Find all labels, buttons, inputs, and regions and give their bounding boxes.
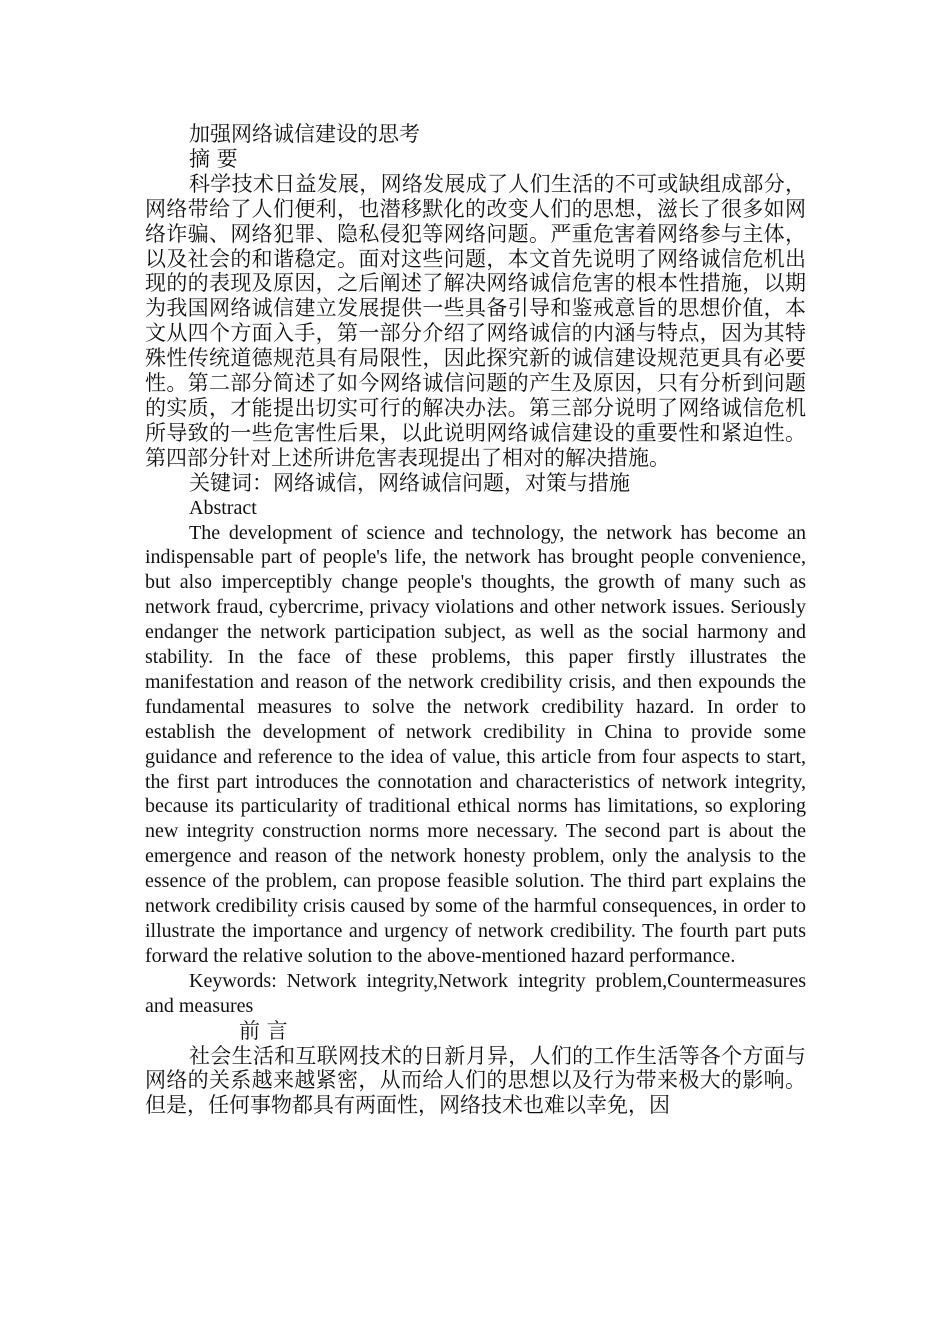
abstract-en-paragraph: The development of science and technology, the network has become an indispensable part of people's life, the network has brought people convenience, but also imperceptibly change people's thoughts, the growth of many such as network fraud, cybercrime, privacy violations and other network issues. Seriously endanger the network participation subject, as well as the social harmony and stability. In the face of these problems, this paper firstly illustrates the manifestation and reason of the network credibility crisis, and then expounds the fundamental measures to solve the network credibility hazard. In order to establish the development of network credibility in China to provide some guidance and reference to the idea of value, this article from four aspects to start, the first part introduces the connotation and characteristics of network integrity, because its particularity of traditional ethical norms has limitations, so exploring new integrity construction norms more necessary. The second part is about the emergence and reason of the network honesty problem, only the analysis to the essence of the problem, can propose feasible solution. The third part explains the network credibility crisis caused by some of the harmful consequences, in order to illustrate the importance and urgency of network credibility. The fourth part puts forward the relative solution to the above-mentioned hazard performance.	[145, 521, 806, 967]
preface-heading: 前 言	[239, 1018, 288, 1043]
abstract-cn-paragraph: 科学技术日益发展，网络发展成了人们生活的不可或缺组成部分，网络带给了人们便利，也潜移默化的改变人们的思想，滋长了很多如网络诈骗、网络犯罪、隐私侵犯等网络问题。严重危害着网络参与主体，以及社会的和谐稳定。面对这些问题，本文首先说明了网络诚信危机出现的的表现及原因，之后阐述了解决网络诚信危害的根本性措施，以期为我国网络诚信建立发展提供一些具备引导和鉴戒意旨的思想价值，本文从四个方面入手，第一部分介绍了网络诚信的内涵与特点，因为其特殊性传统道德规范具有局限性，因此探究新的诚信建设规范更具有必要性。第二部分简述了如今网络诚信问题的产生及原因，只有分析到问题的实质，才能提出切实可行的解决办法。第三部分说明了网络诚信危机所导致的一些危害性后果，以此说明网络诚信建设的重要性和紧迫性。第四部分针对上述所讲危害表现提出了相对的解决措施。	[145, 171, 806, 470]
keywords-cn: 关键词：网络诚信，网络诚信问题，对策与措施	[189, 470, 630, 495]
preface-paragraph: 社会生活和互联网技术的日新月异，人们的工作生活等各个方面与网络的关系越来越紧密，从而给人们的思想以及行为带来极大的影响。但是，任何事物都具有两面性，网络技术也难以幸免，因	[145, 1043, 806, 1118]
keywords-en: Keywords: Network integrity,Network integrity problem,Countermeasures and measures	[145, 969, 806, 1017]
document-page	[145, 122, 806, 1118]
abstract-heading: 摘 要	[189, 146, 238, 171]
abstract-en-heading: Abstract	[189, 496, 257, 519]
document-title: 加强网络诚信建设的思考	[189, 122, 420, 146]
